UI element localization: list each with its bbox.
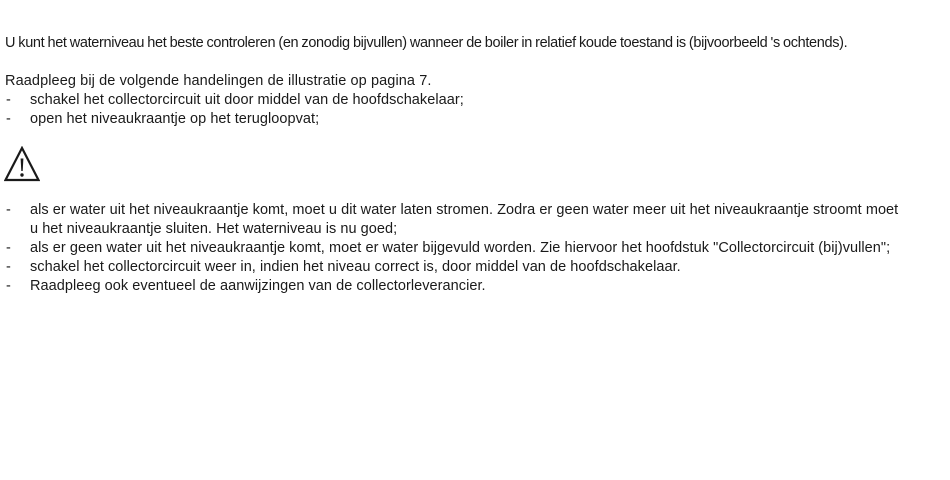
steps-list-after	[0, 201, 950, 296]
warning-triangle-icon	[4, 146, 40, 182]
list-item-text: schakel het collectorcircuit uit door middel van de hoofdschakelaar;	[30, 92, 464, 108]
list-bullet: -	[6, 278, 11, 294]
list-item-text: schakel het collectorcircuit weer in, indien het niveau correct is, door middel van de hoofdschakelaar.	[30, 259, 681, 275]
list-item-text-continued: u het niveaukraantje sluiten. Het waterniveau is nu goed;	[30, 221, 398, 237]
steps-list-before	[0, 91, 950, 129]
list-item	[0, 110, 950, 129]
list-item	[0, 239, 950, 258]
list-item-text: als er geen water uit het niveaukraantje komt, moet er water bijgevuld worden. Zie hiervoor het hoofdstuk "Collectorcircuit (bij)vullen";	[30, 240, 891, 256]
list-item-text: open het niveaukraantje op het terugloopvat;	[30, 111, 320, 127]
list-bullet: -	[6, 111, 11, 127]
intro-paragraph: U kunt het waterniveau het beste controleren (en zonodig bijvullen) wanneer de boiler in relatief koude toestand is (bijvoorbeeld 's ochtends).	[5, 35, 848, 51]
list-item	[0, 277, 950, 296]
list-item	[0, 91, 950, 110]
list-item-text: als er water uit het niveaukraantje komt, moet u dit water laten stromen. Zodra er geen water meer uit het niveaukraantje stroomt moet	[30, 202, 899, 218]
list-bullet: -	[6, 240, 11, 256]
list-bullet: -	[6, 92, 11, 108]
list-bullet: -	[6, 202, 11, 218]
list-bullet: -	[6, 259, 11, 275]
list-item	[0, 258, 950, 277]
reference-paragraph: Raadpleeg bij de volgende handelingen de illustratie op pagina 7.	[5, 73, 432, 89]
list-item-text: Raadpleeg ook eventueel de aanwijzingen van de collectorleverancier.	[30, 278, 486, 294]
list-item	[0, 201, 950, 239]
